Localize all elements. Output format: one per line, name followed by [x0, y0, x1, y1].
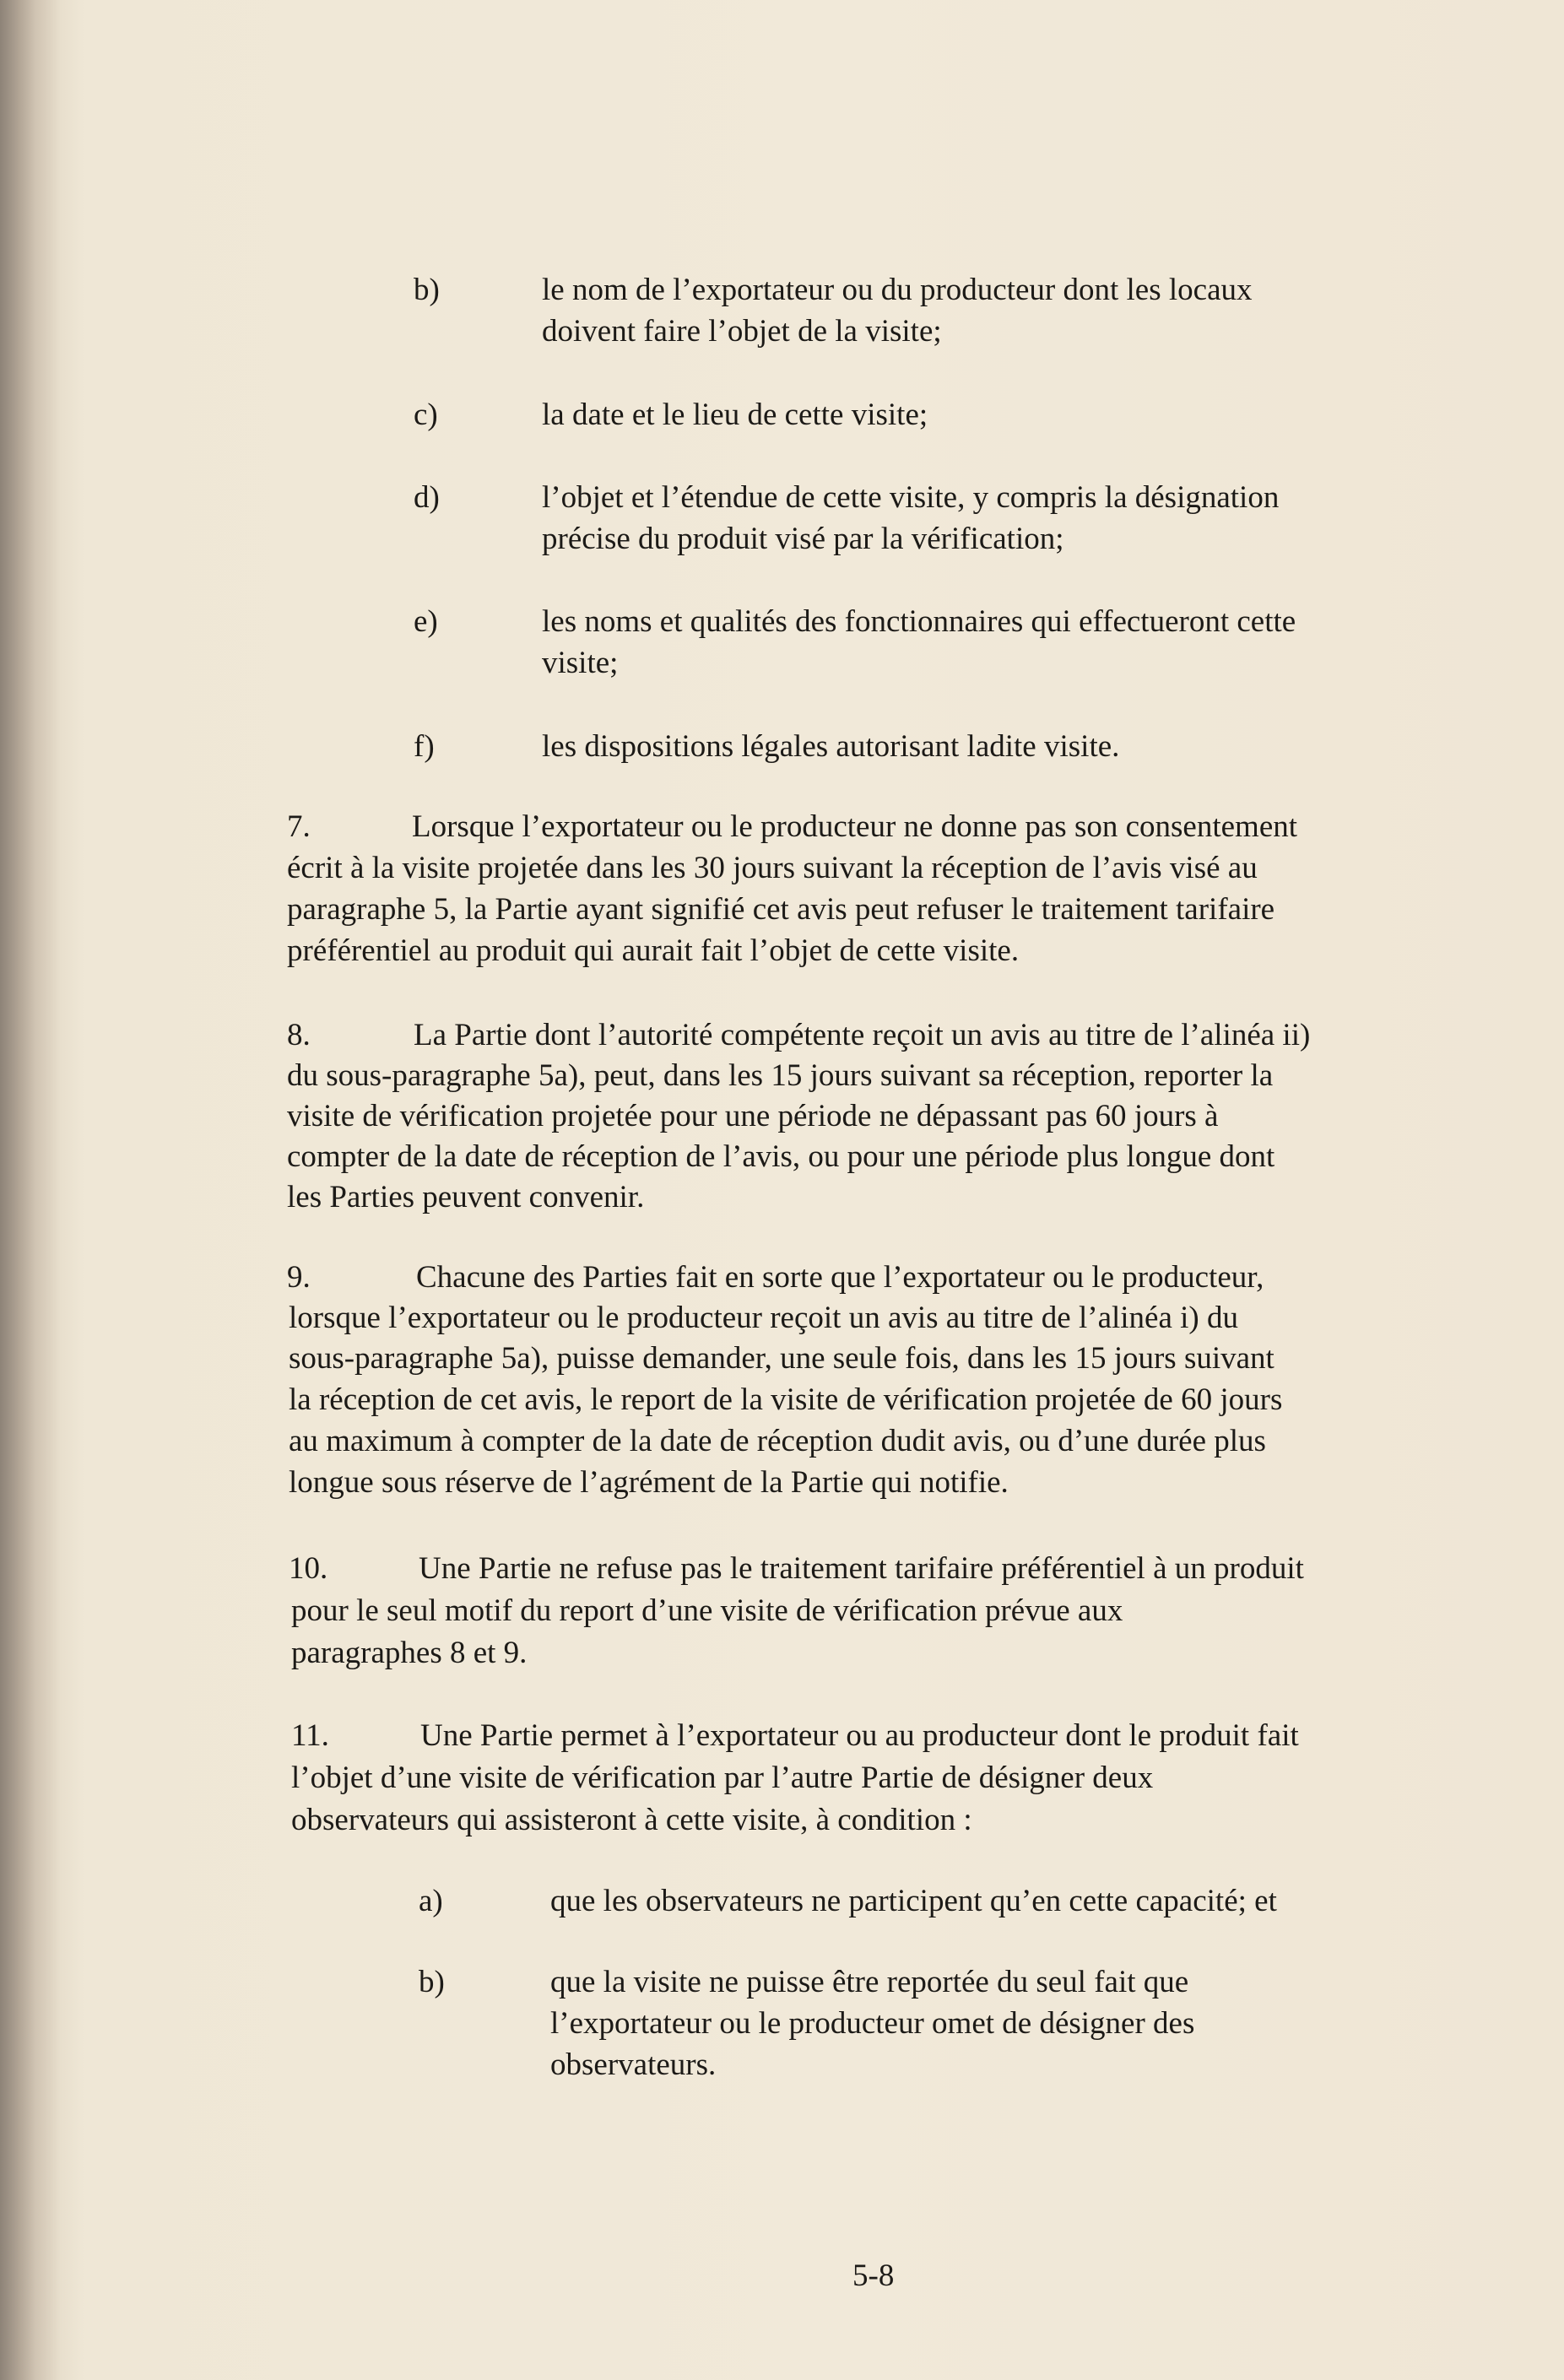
paragraph-9-line-2: lorsque l’exportateur ou le producteur reçoit un avis au titre de l’alinéa i) du	[289, 1301, 1238, 1335]
paragraph-11-line-1: Une Partie permet à l’exportateur ou au producteur dont le produit fait	[420, 1718, 1299, 1753]
subitem-d-line-1: l’objet et l’étendue de cette visite, y compris la désignation	[542, 480, 1280, 515]
subitem-c-line-1: la date et le lieu de cette visite;	[542, 398, 928, 432]
paragraph-7-line-4: préférentiel au produit qui aurait fait l’objet de cette visite.	[287, 933, 1020, 968]
paragraph-10-line-3: paragraphes 8 et 9.	[291, 1636, 528, 1670]
subitem-b-line-2: doivent faire l’objet de la visite;	[542, 314, 942, 349]
book-spine-shadow	[0, 0, 59, 2380]
subitem-label-c: c)	[414, 398, 438, 432]
paragraph-11-line-3: observateurs qui assisteront à cette visite, à condition :	[291, 1803, 972, 1837]
paragraph-10-line-1: Une Partie ne refuse pas le traitement tarifaire préférentiel à un produit	[419, 1551, 1304, 1586]
paragraph-7-line-2: écrit à la visite projetée dans les 30 jours suivant la réception de l’avis visé au	[287, 851, 1258, 885]
subitem-b-bottom-line-2: l’exportateur ou le producteur omet de désigner des	[550, 2006, 1195, 2041]
paragraph-9-line-5: au maximum à compter de la date de réception dudit avis, ou d’une durée plus	[289, 1424, 1266, 1458]
subitem-b-line-1: le nom de l’exportateur ou du producteur dont les locaux	[542, 273, 1253, 307]
subitem-label-e: e)	[414, 604, 438, 639]
subitem-b-bottom-line-3: observateurs.	[550, 2047, 717, 2082]
paragraph-8-line-2: du sous-paragraphe 5a), peut, dans les 15 jours suivant sa réception, reporter la	[287, 1058, 1274, 1093]
paragraph-number-7: 7.	[287, 809, 311, 844]
subitem-label-b: b)	[414, 273, 440, 307]
paragraph-9-line-4: la réception de cet avis, le report de la visite de vérification projetée de 60 jours	[289, 1382, 1283, 1417]
page-number: 5-8	[852, 2258, 895, 2293]
paragraph-number-8: 8.	[287, 1018, 311, 1052]
paragraph-8-line-4: compter de la date de réception de l’avis, ou pour une période plus longue dont	[287, 1139, 1275, 1174]
paragraph-8-line-3: visite de vérification projetée pour une période ne dépassant pas 60 jours à	[287, 1099, 1219, 1133]
subitem-label-d: d)	[414, 480, 440, 515]
paragraph-number-9: 9.	[287, 1260, 311, 1295]
paragraph-10-line-2: pour le seul motif du report d’une visite de vérification prévue aux	[291, 1593, 1123, 1628]
subitem-e-line-2: visite;	[542, 646, 619, 680]
subitem-e-line-1: les noms et qualités des fonctionnaires qui effectueront cette	[542, 604, 1296, 639]
subitem-b-bottom-line-1: que la visite ne puisse être reportée du seul fait que	[550, 1965, 1189, 1999]
subitem-f-line-1: les dispositions légales autorisant ladite visite.	[542, 729, 1120, 764]
paragraph-9-line-6: longue sous réserve de l’agrément de la Partie qui notifie.	[289, 1465, 1009, 1500]
subitem-a-bottom-line-1: que les observateurs ne participent qu’en cette capacité; et	[550, 1884, 1277, 1918]
paragraph-8-line-1: La Partie dont l’autorité compétente reçoit un avis au titre de l’alinéa ii)	[414, 1018, 1311, 1052]
paragraph-7-line-1: Lorsque l’exportateur ou le producteur ne donne pas son consentement	[412, 809, 1298, 844]
paragraph-9-line-3: sous-paragraphe 5a), puisse demander, une seule fois, dans les 15 jours suivant	[289, 1341, 1274, 1376]
subitem-label-f: f)	[414, 729, 435, 764]
paragraph-number-11: 11.	[291, 1718, 329, 1753]
subitem-label-a-bottom: a)	[419, 1884, 443, 1918]
paragraph-11-line-2: l’objet d’une visite de vérification par l’autre Partie de désigner deux	[291, 1761, 1154, 1795]
subitem-label-b-bottom: b)	[419, 1965, 445, 1999]
paragraph-9-line-1: Chacune des Parties fait en sorte que l’exportateur ou le producteur,	[416, 1260, 1264, 1295]
paragraph-7-line-3: paragraphe 5, la Partie ayant signifié cet avis peut refuser le traitement tarifaire	[287, 892, 1275, 927]
subitem-d-line-2: précise du produit visé par la vérification;	[542, 522, 1064, 556]
paragraph-number-10: 10.	[289, 1551, 328, 1586]
paragraph-8-line-5: les Parties peuvent convenir.	[287, 1180, 645, 1214]
